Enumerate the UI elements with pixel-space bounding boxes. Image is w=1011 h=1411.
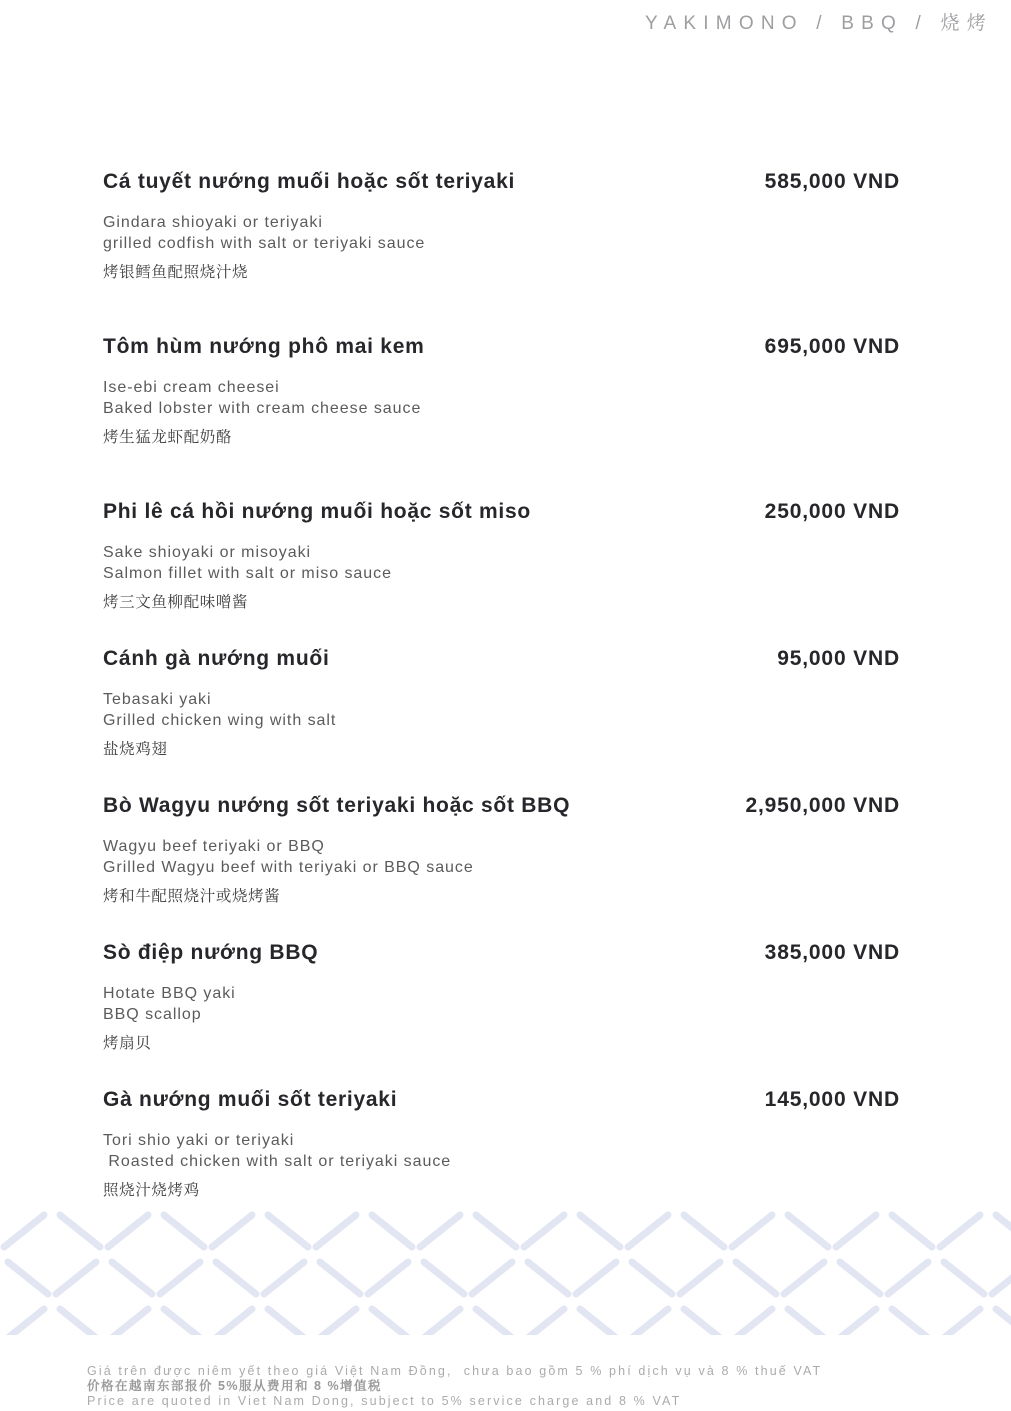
menu-item xyxy=(103,333,900,448)
item-name-vietnamese: Gà nướng muối sốt teriyaki xyxy=(103,1088,398,1111)
item-header-row xyxy=(103,645,900,672)
item-name-vietnamese: Tôm hùm nướng phô mai kem xyxy=(103,335,425,358)
item-header-row xyxy=(103,498,900,525)
item-description-line2: Grilled chicken wing with salt xyxy=(103,712,337,729)
item-name-vietnamese: Cánh gà nướng muối xyxy=(103,647,330,670)
menu-list xyxy=(103,168,900,1233)
menu-item xyxy=(103,939,900,1054)
item-description-line1: Ise-ebi cream cheesei xyxy=(103,379,280,396)
item-name-vietnamese: Phi lê cá hồi nướng muối hoặc sốt miso xyxy=(103,500,531,523)
item-header-row xyxy=(103,333,900,360)
item-description-line1: Tebasaki yaki xyxy=(103,691,212,708)
item-description-line2: Grilled Wagyu beef with teriyaki or BBQ sauce xyxy=(103,859,474,876)
item-price: 385,000 VND xyxy=(764,941,900,964)
item-description-line1: Wagyu beef teriyaki or BBQ xyxy=(103,838,325,855)
menu-item xyxy=(103,498,900,613)
item-name-chinese: 烤生猛龙虾配奶酪 xyxy=(103,429,232,446)
menu-item xyxy=(103,792,900,907)
menu-item xyxy=(103,168,900,283)
item-name-chinese: 照烧汁烧烤鸡 xyxy=(103,1182,200,1199)
item-description-line1: Tori shio yaki or teriyaki xyxy=(103,1132,295,1149)
footer-note xyxy=(87,1364,987,1409)
item-description-line2: grilled codfish with salt or teriyaki sauce xyxy=(103,235,426,252)
item-name-chinese: 烤扇贝 xyxy=(103,1035,152,1052)
item-header-row xyxy=(103,792,900,819)
item-price: 585,000 VND xyxy=(764,170,900,193)
item-price: 695,000 VND xyxy=(764,335,900,358)
item-price: 145,000 VND xyxy=(764,1088,900,1111)
footer-note-vietnamese: Giá trên được niêm yết theo giá Việt Nam Đồng, chưa bao gồm 5 % phí dịch vụ và 8 % thuế VAT xyxy=(87,1364,823,1378)
item-name-chinese: 盐烧鸡翅 xyxy=(103,741,168,758)
item-header-row xyxy=(103,168,900,195)
item-description-line2: Roasted chicken with salt or teriyaki sauce xyxy=(103,1153,452,1170)
item-name-vietnamese: Sò điệp nướng BBQ xyxy=(103,941,319,964)
item-description-line2: Baked lobster with cream cheese sauce xyxy=(103,400,422,417)
menu-item xyxy=(103,645,900,760)
footer-note-english: Price are quoted in Viet Nam Dong, subject to 5% service charge and 8 % VAT xyxy=(87,1394,682,1408)
item-price: 250,000 VND xyxy=(764,500,900,523)
item-header-row xyxy=(103,939,900,966)
item-price: 95,000 VND xyxy=(777,647,900,670)
item-name-chinese: 烤银鳕鱼配照烧汁烧 xyxy=(103,264,249,281)
item-description-line2: BBQ scallop xyxy=(103,1006,202,1023)
item-description-line1: Sake shioyaki or misoyaki xyxy=(103,544,312,561)
item-name-vietnamese: Cá tuyết nướng muối hoặc sốt teriyaki xyxy=(103,170,516,193)
section-title: YAKIMONO / BBQ / 烧烤 xyxy=(645,13,993,34)
item-name-vietnamese: Bò Wagyu nướng sốt teriyaki hoặc sốt BBQ xyxy=(103,794,571,817)
item-description-line1: Gindara shioyaki or teriyaki xyxy=(103,214,323,231)
item-description-line1: Hotate BBQ yaki xyxy=(103,985,236,1002)
item-name-chinese: 烤和牛配照烧汁或烧烤酱 xyxy=(103,888,281,905)
item-name-chinese: 烤三文鱼柳配味噌酱 xyxy=(103,594,249,611)
item-description-line2: Salmon fillet with salt or miso sauce xyxy=(103,565,392,582)
footer-note-chinese: 价格在越南东部报价 5%服从费用和 8 %增值税 xyxy=(87,1379,383,1393)
item-header-row xyxy=(103,1086,900,1113)
item-price: 2,950,000 VND xyxy=(745,794,900,817)
menu-item xyxy=(103,1086,900,1201)
